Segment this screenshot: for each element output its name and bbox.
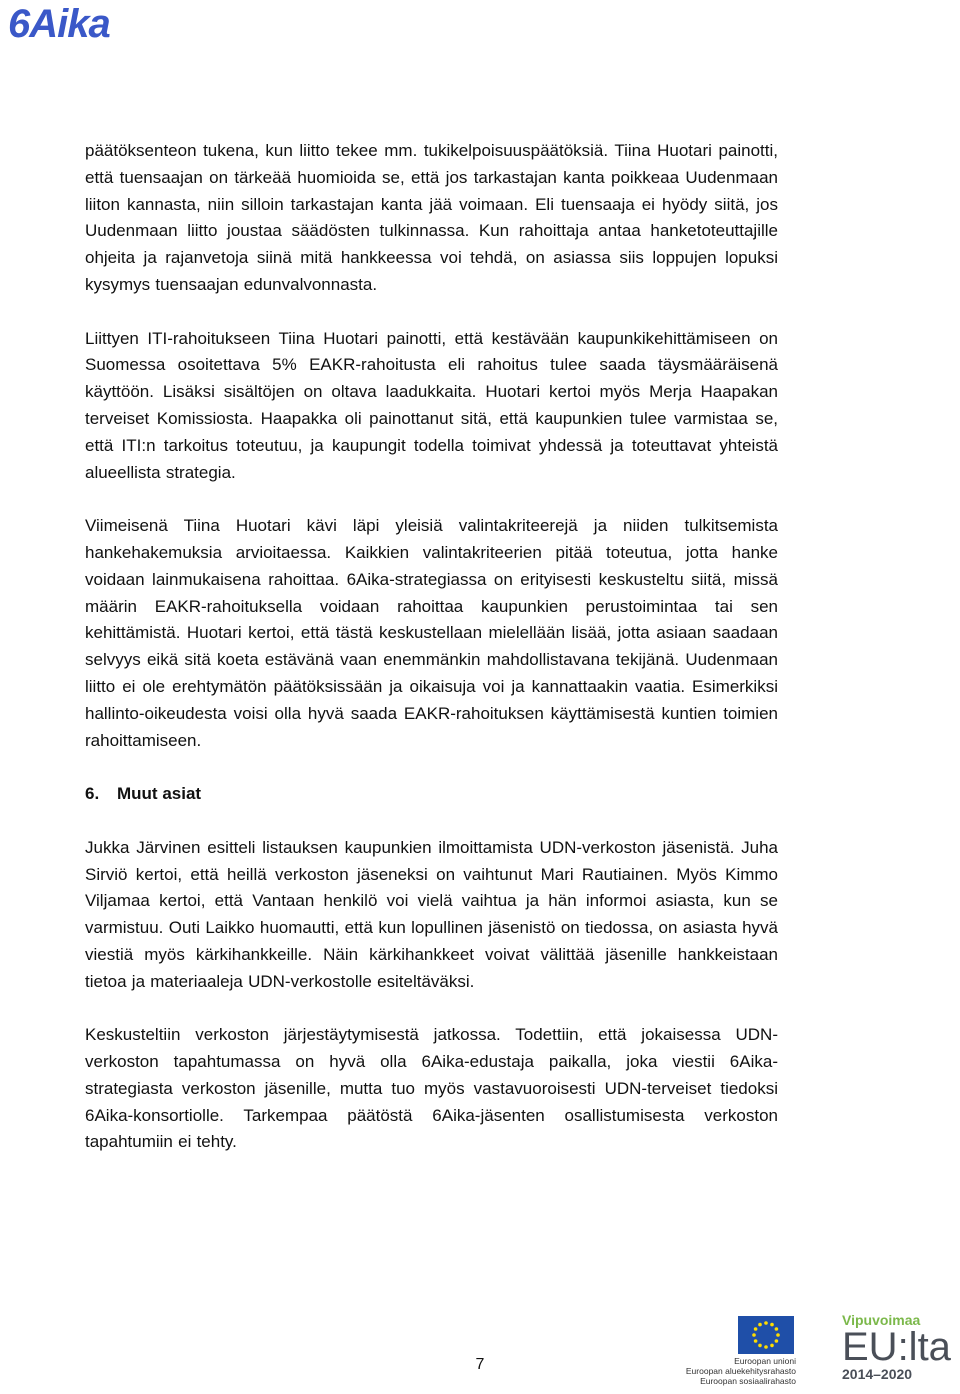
section-paragraph-1: Jukka Järvinen esitteli listauksen kaupunkien ilmoittamista UDN-verkoston jäsenistä. Juha Sirviö kertoi, että heillä verkoston jäseneksi on vaihtunut Mari Rautiainen. Myös Kimmo Viljamaa kertoi, että Vantaan henkilö voi vielä vaihtua ja hän informoi asiasta, kun se varmistuu. Outi Laikko huomautti, että kun lopullinen jäsenistö on tiedossa, on asiasta hyvä viestiä myös kärkihankkeille. Näin kärkihankkeet voivat välittää jäsenille hankkeistaan tietoa ja materiaaleja UDN-verkostolle esiteltäväksi. bbox=[85, 837, 778, 991]
vipuvoimaa-years: 2014–2020 bbox=[842, 1366, 913, 1382]
section-title: Muut asiat bbox=[117, 784, 202, 804]
section-number: 6. bbox=[85, 784, 100, 804]
vipuvoimaa-eu: EU:lta bbox=[842, 1325, 951, 1369]
6aika-logo: 6Aika bbox=[8, 2, 110, 46]
section-paragraph-2: Keskusteltiin verkoston järjestäytymisestä jatkossa. Todettiin, että jokaisessa UDN-verkoston tapahtumassa on hyvä olla 6Aika-edustaja paikalla, joka viestii 6Aika-strategiasta verkoston jäsenille, mutta tuo myös vastavuoroisesti UDN-terveiset tiedoksi 6Aika-konsortiolle. Tarkempaa päätöstä 6Aika-jäsenten osallistumisesta verkoston tapahtumiin ei tehty. bbox=[85, 1025, 778, 1152]
section-heading bbox=[85, 781, 778, 808]
vipuvoimaa-title: Vipuvoimaa bbox=[842, 1312, 921, 1328]
page-number: 7 bbox=[475, 1356, 485, 1373]
paragraph-3: Viimeisenä Tiina Huotari kävi läpi yleisiä valintakriteerejä ja niiden tulkitsemista hankehakemuksia arvioitaessa. Kaikkien valintakriteerien pitää toteutua, jotta hanke voidaan lainmukaisena rahoittaa. 6Aika-strategiassa on erityisesti keskusteltu siitä, missä määrin EAKR-rahoituksella voidaan rahoittaa kaupunkien perustoimintaa tai sen kehittämistä. Huotari kertoi, että tästä keskustellaan mielellään lisää, jotta asiaan saadaan selvyys eikä sitä koeta estävänä vaan enemmänkin mahdollistavana tekijänä. Uudenmaan liitto ei ole erehtymätön päätöksissään ja oikaisuja voi ja kannattaakin vaatia. Esimerkiksi hallinto-oikeudesta voisi olla hyvä saada EAKR-rahoituksen käyttämisestä kuntien toimien rahoittamiseen. bbox=[85, 516, 778, 750]
paragraph-2: Liittyen ITI-rahoitukseen Tiina Huotari painotti, että kestävään kaupunkikehittämiseen on Suomessa osoitettava 5% EAKR-rahoitusta eli rahoitus tulee saada täysmääräisenä käyttöön. Lisäksi sisältöjen on oltava laadukkaita. Huotari kertoi myös Merja Haapakan terveiset Komissiosta. Haapakka oli painottanut sitä, että kaupunkien tulee varmistaa se, että ITI:n tarkoitus toteutuu, ja kaupungit todella toimivat yhdessä ja toteuttavat yhteistä alueellista strategia. bbox=[85, 328, 778, 482]
eu-logo bbox=[668, 1312, 800, 1392]
eu-flag-icon bbox=[738, 1316, 794, 1354]
document-body bbox=[85, 138, 778, 1156]
vipuvoimaa-logo bbox=[842, 1312, 960, 1394]
eu-logo-text: Euroopan unioni Euroopan aluekehitysrahasto Euroopan sosiaalirahasto bbox=[685, 1356, 796, 1386]
paragraph-1: päätöksenteon tukena, kun liitto tekee mm. tukikelpoisuuspäätöksiä. Tiina Huotari painotti, että tuensaajan on tärkeää huomioida se, että jos tarkastajan kanta poikkeaa Uudenmaan liiton kannasta, niin silloin tarkastajan kanta jää voimaan. Eli tuensaaja ei hyödy siitä, jos Uudenmaan liitto joustaa säädösten tulkinnassa. Kun rahoittaja antaa hanketoteuttajille ohjeita ja rajanvetoja siinä mitä hankkeessa voi tehdä, on asiassa siis loppujen lopuksi kysymys tuensaajan edunvalvonnasta. bbox=[85, 141, 778, 294]
